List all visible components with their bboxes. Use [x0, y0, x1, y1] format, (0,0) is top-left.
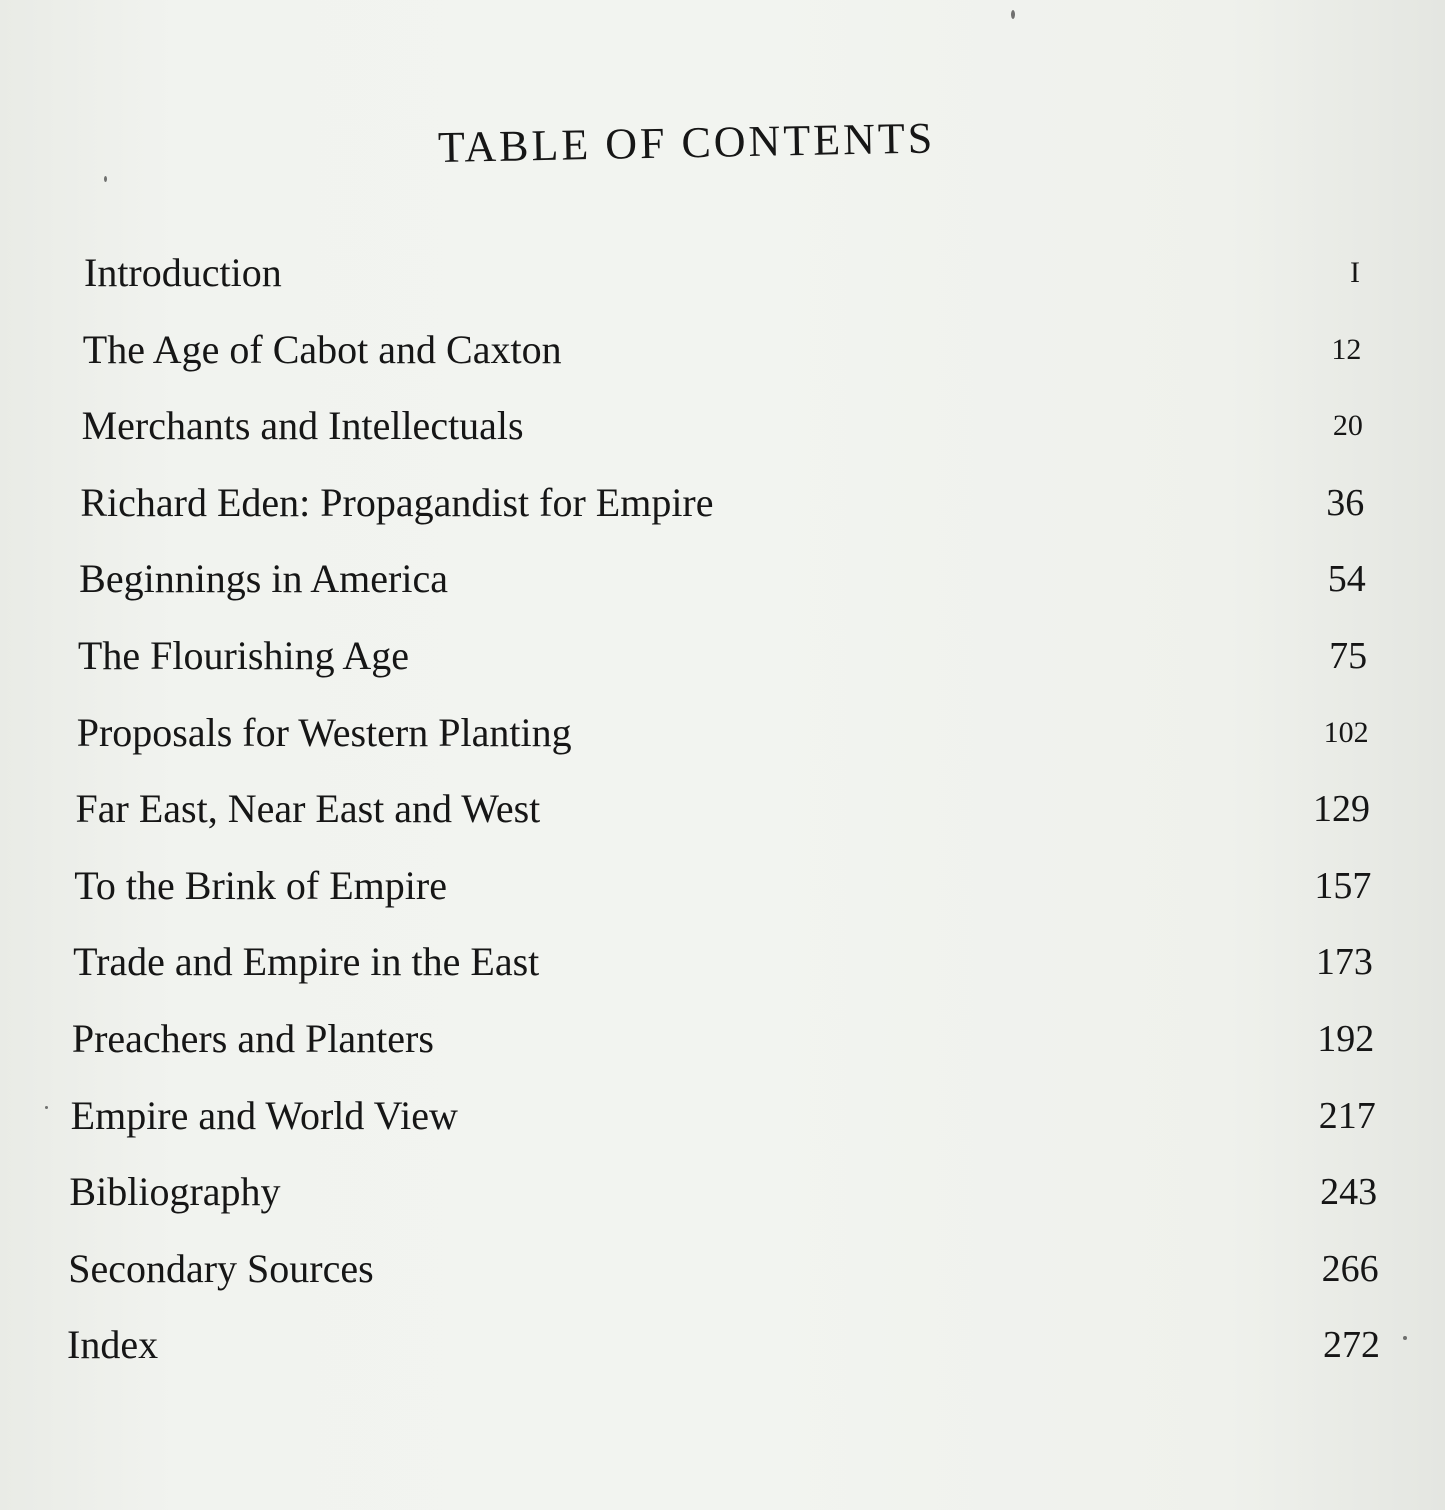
entry-title: Secondary Sources [68, 1245, 374, 1291]
entry-title: Index [67, 1322, 159, 1368]
toc-entry [0, 1091, 1445, 1141]
entry-page-number: 272 [1323, 1324, 1380, 1367]
toc-entry [0, 1320, 1445, 1370]
entry-title: Far East, Near East and West [75, 786, 541, 832]
entry-page-number: 129 [1313, 788, 1370, 831]
entry-page-number: 12 [1331, 332, 1362, 366]
entry-page-number: 36 [1326, 481, 1365, 524]
toc-entry [0, 784, 1445, 834]
entry-title: Merchants and Intellectuals [81, 403, 524, 449]
entry-title: Empire and World View [70, 1092, 458, 1138]
toc-entry [0, 401, 1445, 451]
entry-title: Preachers and Planters [71, 1016, 434, 1061]
entry-page-number: 192 [1317, 1018, 1375, 1060]
entry-title: Introduction [84, 250, 282, 295]
toc-entry [0, 631, 1445, 681]
page-title: TABLE OF CONTENTS [437, 113, 936, 172]
toc-entry [0, 708, 1445, 758]
toc-entry [0, 325, 1445, 375]
entry-title: Richard Eden: Propagandist for Empire [80, 479, 714, 525]
entry-title: Trade and Empire in the East [73, 939, 540, 985]
entry-page-number: 266 [1321, 1247, 1379, 1290]
toc-entry [0, 1167, 1445, 1217]
toc-entry [0, 937, 1445, 987]
entry-title: To the Brink of Empire [74, 862, 447, 908]
entry-title: Proposals for Western Planting [76, 709, 572, 755]
entry-page-number: I [1350, 256, 1360, 289]
entry-page-number: 217 [1318, 1094, 1376, 1137]
toc-entry [0, 248, 1445, 298]
entry-title: The Flourishing Age [77, 633, 410, 678]
entry-page-number: 243 [1320, 1171, 1378, 1214]
entry-page-number: 102 [1323, 715, 1369, 749]
toc-entry [0, 1014, 1445, 1064]
entry-page-number: 75 [1329, 635, 1368, 677]
toc-entry [0, 1244, 1445, 1294]
toc-entry [0, 478, 1445, 528]
entry-page-number: 54 [1327, 558, 1366, 601]
entry-page-number: 20 [1332, 409, 1363, 443]
toc-entry [0, 861, 1445, 911]
entry-title: Bibliography [69, 1169, 281, 1215]
entry-page-number: 157 [1314, 864, 1372, 907]
entry-page-number: 173 [1315, 941, 1373, 984]
entry-title: Beginnings in America [79, 556, 448, 602]
entry-title: The Age of Cabot and Caxton [82, 326, 562, 372]
toc-entry [0, 554, 1445, 604]
